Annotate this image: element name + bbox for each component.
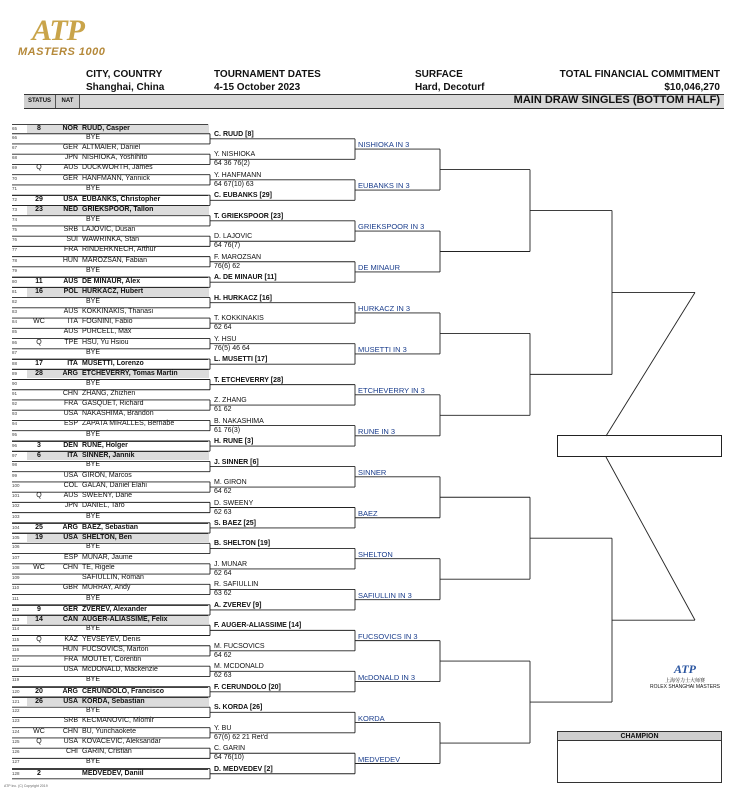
- entry-name: SHELTON, Ben: [82, 534, 132, 542]
- draw-position: 108: [12, 564, 20, 570]
- entry-name: ZHANG, Zhizhen: [82, 389, 136, 397]
- draw-position: 93: [12, 411, 18, 417]
- entry-name: DE MINAUR, Alex: [82, 278, 141, 286]
- entry-nat: AUS: [63, 492, 78, 500]
- r2-score: 64 36 76(2): [214, 160, 250, 168]
- entry-name: BYE: [86, 707, 101, 715]
- entry-name: DANIEL, Taro: [82, 502, 125, 510]
- draw-position: 111: [12, 595, 19, 601]
- entry-status: 20: [35, 687, 43, 695]
- commitment-label: TOTAL FINANCIAL COMMITMENT: [559, 69, 720, 80]
- draw-position: 117: [12, 656, 20, 662]
- draw-position: 100: [12, 482, 20, 488]
- entry-nat: KAZ: [64, 635, 78, 643]
- r2-winner: D. SWEENY: [214, 499, 254, 507]
- entry-name: FOGNINI, Fabio: [82, 318, 133, 326]
- draw-position: 81: [12, 289, 18, 295]
- draw-position: 127: [12, 759, 20, 765]
- entry-nat: USA: [63, 410, 78, 418]
- entry-name: MOUTET, Corentin: [82, 655, 142, 663]
- entry-name: GASQUET, Richard: [82, 399, 144, 407]
- entry-nat: ESP: [63, 420, 78, 428]
- entry-status: 9: [37, 605, 41, 613]
- r2-winner: Y. HSU: [214, 335, 237, 343]
- entry-nat: AUS: [63, 278, 78, 286]
- r2-winner: C. GARIN: [214, 745, 246, 753]
- entry-name: BAEZ, Sebastian: [82, 523, 139, 531]
- entry-name: RUNE, Holger: [82, 441, 128, 449]
- draw-position: 87: [12, 349, 18, 355]
- entry-nat: USA: [63, 471, 78, 479]
- draw-position: 82: [12, 298, 18, 304]
- draw-position: 120: [12, 688, 20, 694]
- r2-winner: F. CERUNDOLO [20]: [214, 683, 281, 691]
- entry-name: BYE: [86, 676, 101, 684]
- entry-name: SINNER, Jannik: [82, 452, 135, 460]
- draw-position: 68: [12, 155, 18, 161]
- footer-copyright: ATP Inc. (C) Copyright 2019: [4, 784, 48, 788]
- entry-status: 6: [37, 452, 41, 460]
- draw-position: 74: [12, 216, 18, 222]
- r2-score: 62 63: [214, 672, 232, 680]
- r3-winner: HURKACZ IN 3: [358, 303, 411, 313]
- r3-winner: DE MINAUR: [358, 262, 401, 272]
- entry-nat: TPE: [64, 338, 78, 346]
- r2-score: 62 64: [214, 569, 232, 577]
- r2-winner: J. SINNER [6]: [214, 458, 259, 466]
- entry-nat: ITA: [67, 318, 78, 326]
- entry-name: BYE: [86, 512, 101, 520]
- champion-box: [557, 731, 722, 783]
- entry-nat: SRB: [63, 717, 78, 725]
- draw-position: 110: [12, 585, 20, 591]
- entry-nat: USA: [63, 666, 78, 674]
- entry-name: KECMANOVIC, Miomir: [82, 717, 154, 725]
- entry-nat: USA: [63, 534, 78, 542]
- entry-name: SAFIULLIN, Roman: [82, 574, 144, 582]
- entry-nat: CHN: [62, 563, 78, 571]
- r3-winner: EUBANKS IN 3: [358, 181, 410, 191]
- surface-value: Hard, Decoturf: [415, 82, 485, 93]
- r2-winner: A. DE MINAUR [11]: [214, 274, 277, 282]
- entry-nat: CHN: [62, 727, 78, 735]
- entry-name: NISHIOKA, Yoshihito: [82, 154, 148, 162]
- r3-winner: GRIEKSPOOR IN 3: [358, 222, 425, 232]
- entry-nat: ESP: [63, 553, 78, 561]
- r3-winner: KORDA: [358, 713, 385, 723]
- entry-nat: DEN: [63, 441, 78, 449]
- entry-status: Q: [36, 737, 42, 745]
- entry-nat: FRA: [64, 655, 78, 663]
- entry-nat: AUS: [63, 164, 78, 172]
- draw-position: 78: [12, 257, 18, 263]
- draw-position: 104: [12, 524, 20, 530]
- r2-score: 76(6) 62: [214, 262, 241, 270]
- r2-winner: M. FUCSOVICS: [214, 642, 265, 650]
- entry-name: BYE: [86, 758, 101, 766]
- draw-position: 67: [12, 144, 18, 150]
- logo-masters-text: MASTERS 1000: [18, 46, 106, 58]
- entry-name: HSU, Yu Hsiou: [82, 338, 129, 346]
- entry-status: 16: [35, 288, 43, 296]
- draw-position: 115: [12, 636, 20, 642]
- r2-score: 64 76(10): [214, 754, 244, 762]
- draw-position: 113: [12, 617, 20, 623]
- surface-label: SURFACE: [415, 69, 463, 80]
- r2-winner: Y. NISHIOKA: [214, 151, 256, 159]
- sponsor-line1: 上海劳力士大师赛: [664, 678, 705, 684]
- r2-winner: C. RUUD [8]: [214, 130, 254, 138]
- entry-status: 25: [35, 523, 43, 531]
- draw-position: 99: [12, 472, 18, 478]
- entry-name: McDONALD, Mackenzie: [82, 666, 158, 674]
- r2-winner: Y. HANFMANN: [214, 171, 262, 179]
- entry-nat: FRA: [64, 246, 78, 254]
- r2-winner: M. GIRON: [214, 479, 247, 487]
- r3-winner: MUSETTI IN 3: [358, 344, 407, 354]
- entry-nat: ARG: [62, 523, 78, 531]
- entry-nat: JPN: [64, 502, 78, 510]
- entry-nat: JPN: [64, 154, 78, 162]
- entry-status: 8: [37, 124, 41, 132]
- draw-position: 66: [12, 134, 18, 140]
- entry-name: KOVACEVIC, Aleksandar: [82, 737, 161, 745]
- draw-position: 102: [12, 503, 20, 509]
- entry-name: KORDA, Sebastian: [82, 697, 145, 705]
- r2-winner: A. ZVEREV [9]: [214, 601, 262, 609]
- r2-winner: F. AUGER-ALIASSIME [14]: [214, 622, 302, 630]
- draw-position: 85: [12, 329, 18, 335]
- entry-nat: SRB: [63, 225, 78, 233]
- draw-position: 70: [12, 175, 18, 181]
- entry-name: MURRAY, Andy: [82, 584, 131, 592]
- draw-position: 84: [12, 319, 18, 325]
- entry-status: 11: [35, 278, 43, 286]
- draw-position: 72: [12, 197, 18, 203]
- r2-score: 61 62: [214, 406, 232, 414]
- entry-status: Q: [36, 635, 42, 643]
- draw-title: MAIN DRAW SINGLES (BOTTOM HALF): [513, 94, 720, 106]
- entry-nat: HUN: [62, 645, 78, 653]
- entry-name: MUNAR, Jaume: [82, 553, 133, 561]
- r3-winner: McDONALD IN 3: [358, 672, 416, 682]
- draw-position: 76: [12, 237, 18, 243]
- entry-name: BU, Yunchaokete: [82, 727, 136, 735]
- entry-status: 23: [35, 206, 43, 214]
- entry-nat: HUN: [62, 256, 78, 264]
- entry-nat: AUS: [63, 307, 78, 315]
- entry-name: RUUD, Casper: [82, 124, 130, 132]
- draw-position: 91: [12, 390, 18, 396]
- entry-name: BYE: [86, 266, 101, 274]
- entry-name: BYE: [86, 133, 101, 141]
- sf-to-final: [606, 457, 695, 620]
- draw-position: 122: [12, 708, 20, 714]
- draw-position: 79: [12, 267, 18, 273]
- draw-position: 97: [12, 453, 18, 459]
- dates-value: 4-15 October 2023: [214, 82, 301, 93]
- entry-name: BYE: [86, 594, 101, 602]
- draw-position: 92: [12, 400, 18, 406]
- entry-name: GIRON, Marcos: [82, 471, 132, 479]
- status-column-header: STATUS: [24, 95, 56, 108]
- entry-name: MAROZSAN, Fabian: [82, 256, 147, 264]
- entry-status: 28: [35, 370, 43, 378]
- sf-to-final: [606, 292, 695, 436]
- r2-score: 67(6) 62 21 Ret'd: [214, 733, 268, 741]
- draw-position: 109: [12, 575, 20, 581]
- entry-nat: ARG: [62, 370, 78, 378]
- r2-winner: Y. BU: [214, 724, 232, 732]
- draw-position: 105: [12, 535, 20, 541]
- draw-position: 75: [12, 226, 18, 232]
- r2-winner: T. KOKKINAKIS: [214, 315, 264, 323]
- draw-position: 88: [12, 361, 18, 367]
- r3-winner: BAEZ: [358, 508, 378, 518]
- r2-winner: L. MUSETTI [17]: [214, 356, 268, 364]
- sponsor-logo: [650, 662, 720, 698]
- entry-name: BYE: [86, 543, 101, 551]
- entry-nat: AUS: [63, 328, 78, 336]
- entry-name: HURKACZ, Hubert: [82, 288, 144, 296]
- r2-winner: J. MUNAR: [214, 560, 248, 568]
- entry-name: ZVEREV, Alexander: [82, 605, 147, 613]
- entry-name: RINDERKNECH, Arthur: [82, 246, 156, 254]
- commitment-value: $10,046,270: [664, 82, 720, 93]
- draw-position: 124: [12, 728, 20, 734]
- r2-winner: H. RUNE [3]: [214, 438, 254, 446]
- entry-status: Q: [36, 492, 42, 500]
- entry-status: WC: [33, 727, 45, 735]
- entry-name: WAWRINKA, Stan: [82, 236, 140, 244]
- entry-nat: USA: [63, 196, 78, 204]
- entry-name: BYE: [86, 430, 101, 438]
- entry-name: CERUNDOLO, Francisco: [82, 687, 165, 695]
- draw-position: 69: [12, 165, 18, 171]
- entry-nat: ITA: [67, 452, 78, 460]
- entry-status: 14: [35, 616, 43, 624]
- entry-name: SWEENY, Dane: [82, 492, 133, 500]
- entry-nat: USA: [63, 697, 78, 705]
- entry-name: BYE: [86, 461, 101, 469]
- dates-label: TOURNAMENT DATES: [214, 69, 321, 80]
- entry-name: AUGER-ALIASSIME, Felix: [82, 616, 168, 624]
- sponsor-line2: ROLEX SHANGHAI MASTERS: [650, 684, 721, 690]
- draw-position: 83: [12, 308, 18, 314]
- r3-winner: ETCHEVERRY IN 3: [358, 385, 425, 395]
- draw-position: 106: [12, 544, 20, 550]
- entry-name: MUSETTI, Lorenzo: [82, 360, 144, 368]
- entry-name: MEDVEDEV, Daniil: [82, 769, 144, 777]
- draw-position: 73: [12, 207, 18, 213]
- draw-position: 86: [12, 339, 18, 345]
- entry-nat: POL: [63, 288, 78, 296]
- entry-nat: GER: [62, 605, 78, 613]
- entry-name: GRIEKSPOOR, Tallon: [82, 206, 154, 214]
- entry-nat: CAN: [62, 616, 78, 624]
- entry-name: PURCELL, Max: [82, 328, 132, 336]
- draw-position: 118: [12, 667, 20, 673]
- entry-name: GALAN, Daniel Elahi: [82, 481, 147, 489]
- r2-winner: S. KORDA [26]: [214, 704, 263, 712]
- r2-winner: R. SAFIULLIN: [214, 581, 259, 589]
- draw-position: 114: [12, 626, 20, 632]
- r3-winner: SINNER: [358, 467, 387, 477]
- draw-position: 101: [12, 493, 20, 499]
- draw-position: 103: [12, 513, 20, 519]
- entry-name: BYE: [86, 348, 101, 356]
- draw-position: 90: [12, 380, 18, 386]
- entry-name: TE, Rigele: [82, 563, 115, 571]
- entry-nat: USA: [63, 737, 78, 745]
- r3-winner: MEDVEDEV: [358, 754, 401, 764]
- r2-winner: M. MCDONALD: [214, 663, 264, 671]
- entry-name: YEVSEYEV, Denis: [82, 635, 141, 643]
- r2-winner: D. MEDVEDEV [2]: [214, 765, 273, 773]
- entry-status: 29: [35, 196, 43, 204]
- champion-label: CHAMPION: [558, 732, 721, 741]
- r2-winner: D. LAJOVIC: [214, 233, 253, 241]
- r3-winner: NISHIOKA IN 3: [358, 140, 410, 150]
- r3-winner: RUNE IN 3: [358, 426, 396, 436]
- r2-winner: F. MAROZSAN: [214, 253, 262, 261]
- draw-position: 95: [12, 431, 18, 437]
- draw-position: 98: [12, 462, 18, 468]
- entry-nat: CHI: [65, 748, 78, 756]
- draw-position: 125: [12, 738, 20, 744]
- entry-name: BYE: [86, 215, 101, 223]
- r2-score: 64 76(7): [214, 242, 241, 250]
- r2-winner: B. SHELTON [19]: [214, 540, 271, 548]
- entry-nat: FRA: [64, 399, 78, 407]
- entry-status: 26: [35, 697, 43, 705]
- r2-score: 62 63: [214, 508, 232, 516]
- r2-winner: H. HURKACZ [16]: [214, 294, 272, 302]
- r2-score: 76(5) 46 64: [214, 344, 250, 352]
- entry-name: HANFMANN, Yannick: [82, 174, 150, 182]
- entry-name: EUBANKS, Christopher: [82, 196, 161, 204]
- r2-score: 64 67(10) 63: [214, 180, 254, 188]
- draw-position: 71: [12, 185, 18, 191]
- r2-winner: C. EUBANKS [29]: [214, 192, 272, 200]
- entry-nat: NED: [63, 206, 78, 214]
- draw-position: 94: [12, 421, 18, 427]
- entry-status: Q: [36, 164, 42, 172]
- entry-name: DUCKWORTH, James: [82, 164, 153, 172]
- entry-name: LAJOVIC, Dusan: [82, 225, 136, 233]
- r2-winner: S. BAEZ [25]: [214, 519, 257, 527]
- entry-name: BYE: [86, 379, 101, 387]
- r2-winner: B. NAKASHIMA: [214, 417, 264, 425]
- entry-status: 2: [37, 769, 41, 777]
- r2-winner: T. ETCHEVERRY [28]: [214, 376, 284, 384]
- draw-position: 77: [12, 247, 18, 253]
- entry-nat: GBR: [62, 584, 78, 592]
- draw-position: 123: [12, 718, 20, 724]
- draw-position: 128: [12, 770, 20, 776]
- entry-name: ALTMAIER, Daniel: [82, 143, 141, 151]
- entry-name: ETCHEVERRY, Tomas Martin: [82, 370, 178, 378]
- entry-nat: CHN: [62, 389, 78, 397]
- draw-position: 80: [12, 279, 18, 285]
- draw-position: 112: [12, 606, 20, 612]
- r3-winner: SAFIULLIN IN 3: [358, 590, 412, 600]
- final-winner-box: [557, 435, 722, 457]
- draw-position: 119: [12, 677, 20, 683]
- entry-nat: ITA: [67, 360, 78, 368]
- entry-nat: SUI: [66, 236, 78, 244]
- draw-position: 126: [12, 749, 20, 755]
- entry-name: BYE: [86, 297, 101, 305]
- entry-status: WC: [33, 318, 45, 326]
- entry-status: 3: [37, 441, 41, 449]
- draw-position: 121: [12, 698, 20, 704]
- r2-winner: Z. ZHANG: [214, 397, 247, 405]
- entry-nat: COL: [63, 481, 78, 489]
- entry-status: 19: [35, 534, 43, 542]
- entry-name: BYE: [86, 184, 101, 192]
- entry-nat: NOR: [62, 124, 78, 132]
- entry-status: 17: [35, 360, 43, 368]
- draw-position: 89: [12, 371, 18, 377]
- draw-position: 107: [12, 554, 20, 560]
- r2-score: 63 62: [214, 590, 232, 598]
- entry-status: WC: [33, 563, 45, 571]
- sponsor-atp-text: ATP: [673, 662, 696, 676]
- r2-score: 62 64: [214, 324, 232, 332]
- entry-name: NAKASHIMA, Brandon: [82, 410, 154, 418]
- entry-nat: GER: [62, 143, 78, 151]
- entry-name: GARIN, Cristian: [82, 748, 132, 756]
- r3-winner: FUCSOVICS IN 3: [358, 631, 418, 641]
- draw-position: 65: [12, 125, 18, 131]
- location-label: CITY, COUNTRY: [86, 69, 163, 80]
- r2-score: 61 76(3): [214, 426, 241, 434]
- r2-score: 64 62: [214, 651, 232, 659]
- entry-name: FUCSOVICS, Marton: [82, 645, 149, 653]
- r3-winner: SHELTON: [358, 549, 393, 559]
- r2-winner: T. GRIEKSPOOR [23]: [214, 212, 284, 220]
- location-value: Shanghai, China: [86, 82, 165, 93]
- entry-nat: GER: [62, 174, 78, 182]
- draw-position: 116: [12, 646, 20, 652]
- logo-atp-text: ATP: [32, 14, 85, 47]
- entry-nat: ARG: [62, 687, 78, 695]
- entry-status: Q: [36, 338, 42, 346]
- nat-column-header: NAT: [56, 95, 80, 108]
- r2-score: 64 62: [214, 488, 232, 496]
- entry-name: ZAPATA MIRALLES, Bernabe: [82, 420, 175, 428]
- entry-name: BYE: [86, 625, 101, 633]
- draw-position: 96: [12, 442, 18, 448]
- entry-name: KOKKINAKIS, Thanasi: [82, 307, 154, 315]
